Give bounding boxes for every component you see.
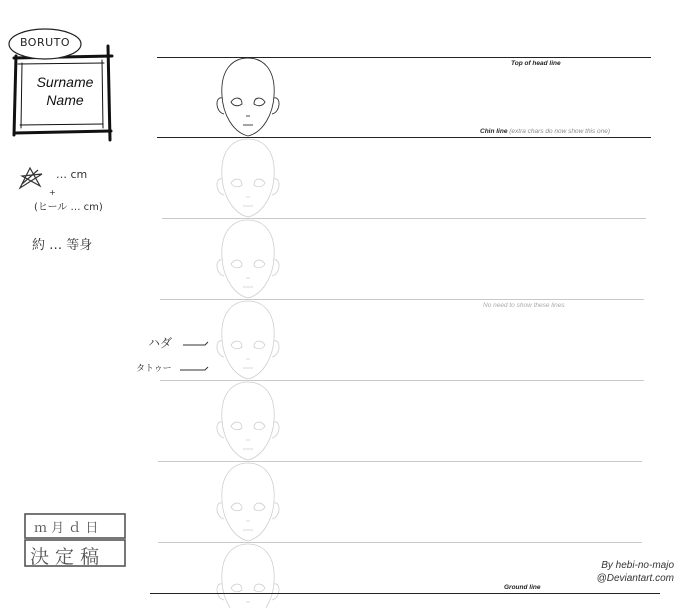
height-note: … cm bbox=[56, 168, 88, 181]
head-outline-faint bbox=[217, 544, 279, 608]
star-icon bbox=[20, 168, 42, 188]
note-b: タトゥー bbox=[136, 364, 172, 374]
credit-line-2: @Deviantart.com bbox=[596, 573, 674, 584]
guide-line-5 bbox=[160, 380, 644, 381]
final-draft-stamp-text: 決 定 稿 bbox=[30, 546, 100, 568]
top-of-head-line bbox=[157, 57, 651, 58]
heads-note: 約 … 等身 bbox=[32, 238, 93, 253]
top-of-head-label: Top of head line bbox=[511, 60, 561, 67]
head-outline-faint bbox=[217, 139, 279, 217]
chin-line bbox=[157, 137, 651, 138]
guide-line-7 bbox=[158, 542, 642, 543]
guide-line-6 bbox=[158, 461, 642, 462]
ground-line-label: Ground line bbox=[504, 584, 541, 591]
note-a: ハダ bbox=[148, 336, 173, 350]
credit-line-1: By hebi-no-majo bbox=[601, 560, 674, 571]
guide-line-4 bbox=[160, 299, 644, 300]
heel-plus: + bbox=[49, 188, 56, 197]
tick-mark-a bbox=[183, 342, 208, 345]
name-text: Name bbox=[46, 92, 84, 108]
head-outline-faint bbox=[217, 301, 279, 379]
ground-line bbox=[150, 593, 660, 594]
chin-line-note: (extra chars do now show this one) bbox=[509, 128, 611, 135]
tick-mark-b bbox=[180, 367, 208, 370]
guide-line-3 bbox=[162, 218, 646, 219]
surname-text: Surname bbox=[36, 74, 94, 90]
head-outline-faint bbox=[217, 463, 279, 541]
logo-text: BORUTO bbox=[19, 36, 71, 49]
heel-note: (ヒール … cm) bbox=[34, 202, 103, 213]
chin-line-label: Chin line (extra chars do now show this one) bbox=[480, 128, 611, 135]
date-stamp-text: ｍ 月 ｄ 日 bbox=[34, 521, 99, 536]
head-outline-main bbox=[217, 58, 279, 136]
head-outline-faint bbox=[217, 220, 279, 298]
head-outline-faint bbox=[217, 382, 279, 460]
no-need-label: No need to show these lines bbox=[483, 302, 565, 309]
